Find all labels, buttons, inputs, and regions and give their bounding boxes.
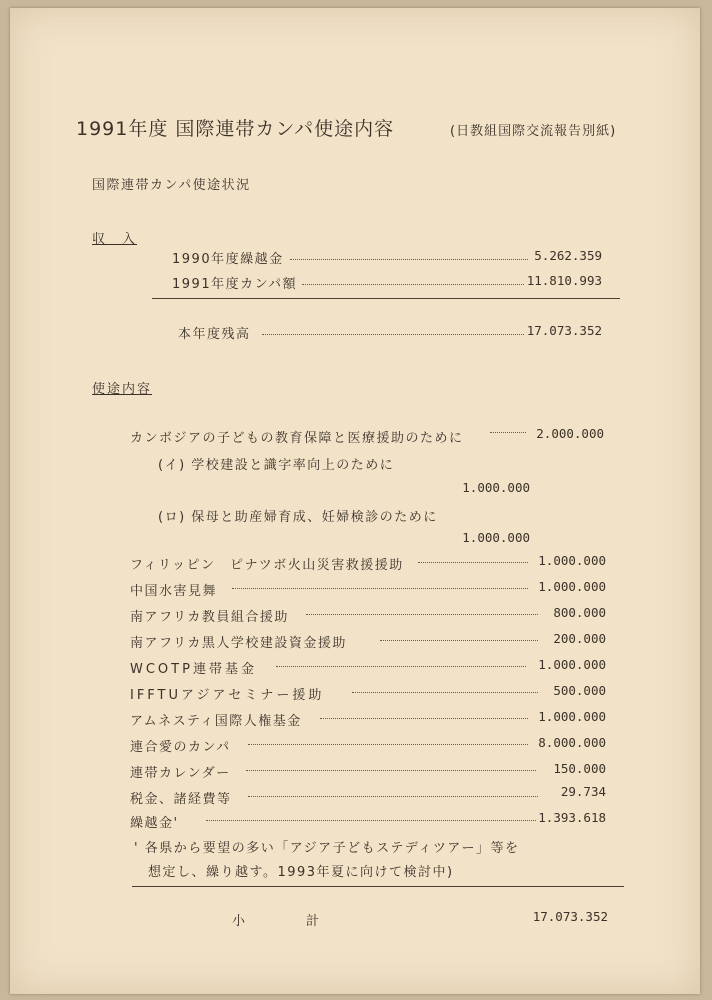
leader-dots [262, 334, 524, 335]
total-label-a: 小 [232, 914, 247, 929]
total-value: 17.073.352 [532, 909, 608, 924]
leader-dots [232, 588, 528, 589]
leader-dots [302, 284, 524, 285]
item-wcotp-label: WCOTP連帯基金 [130, 662, 257, 677]
income-donation-value: 11.810.993 [526, 273, 602, 288]
footnote-line-1: ' 各県から要望の多い「アジア子どもステディツアー」等を [134, 841, 520, 856]
item-amnesty-label: アムネスティ国際人権基金 [130, 714, 302, 729]
item-rengo-label: 連合愛のカンパ [130, 740, 231, 755]
leader-dots [206, 820, 536, 821]
leader-dots [248, 744, 528, 745]
item-carryover-label: 繰越金' [130, 816, 179, 831]
item-wcotp-value: 1.000.000 [538, 657, 606, 672]
income-donation-label: 1991年度カンパ額 [172, 277, 298, 292]
item-china-value: 1.000.000 [538, 579, 606, 594]
balance-label: 本年度残高 [178, 327, 251, 342]
cambodia-sub-a-label: (イ) 学校建設と識字率向上のために [158, 458, 395, 473]
cambodia-sub-b-value: 1.000.000 [462, 530, 530, 545]
item-sa-teachers-label: 南アフリカ教員組合援助 [130, 610, 289, 625]
item-ifftu-label: IFFTUアジアセミナー援助 [130, 688, 325, 703]
item-tax-value: 29.734 [560, 784, 606, 799]
item-carryover-value: 1.393.618 [538, 810, 606, 825]
divider-line [132, 886, 624, 887]
leader-dots [248, 796, 538, 797]
cambodia-value: 2.000.000 [536, 426, 604, 441]
item-sa-schools-label: 南アフリカ黒人学校建設資金援助 [130, 636, 347, 651]
divider-line [152, 298, 620, 299]
document-title: 1991年度 国際連帯カンパ使途内容 [76, 118, 395, 140]
item-rengo-value: 8.000.000 [538, 735, 606, 750]
total-label-b: 計 [306, 914, 321, 929]
income-heading: 収 入 [92, 232, 138, 247]
cambodia-sub-b-label: (ロ) 保母と助産婦育成、妊婦検診のために [158, 510, 438, 525]
leader-dots [276, 666, 526, 667]
item-philippines-value: 1.000.000 [538, 553, 606, 568]
item-calendar-label: 連帯カレンダー [130, 766, 231, 781]
item-sa-teachers-value: 800.000 [553, 605, 606, 620]
item-china-label: 中国水害見舞 [130, 584, 218, 599]
document-source-note: (日教組国際交流報告別紙) [450, 124, 617, 139]
item-tax-label: 税金、諸経費等 [130, 792, 232, 807]
balance-value: 17.073.352 [526, 323, 602, 338]
item-ifftu-value: 500.000 [553, 683, 606, 698]
section-caption: 国際連帯カンパ使途状況 [92, 178, 251, 193]
item-philippines-label: フィリッピン ピナツボ火山災害救援援助 [130, 558, 404, 573]
item-sa-schools-value: 200.000 [553, 631, 606, 646]
item-calendar-value: 150.000 [553, 761, 606, 776]
leader-dots [246, 770, 536, 771]
document-page [10, 8, 700, 994]
income-carryover-label: 1990年度繰越金 [172, 252, 284, 267]
item-amnesty-value: 1.000.000 [538, 709, 606, 724]
income-carryover-value: 5.262.359 [534, 248, 602, 263]
cambodia-sub-a-value: 1.000.000 [462, 480, 530, 495]
usage-heading: 使途内容 [92, 382, 153, 397]
footnote-line-2: 想定し、繰り越す。1993年夏に向けて検討中) [148, 865, 454, 880]
cambodia-label: カンボジアの子どもの教育保障と医療援助のために [130, 431, 464, 446]
